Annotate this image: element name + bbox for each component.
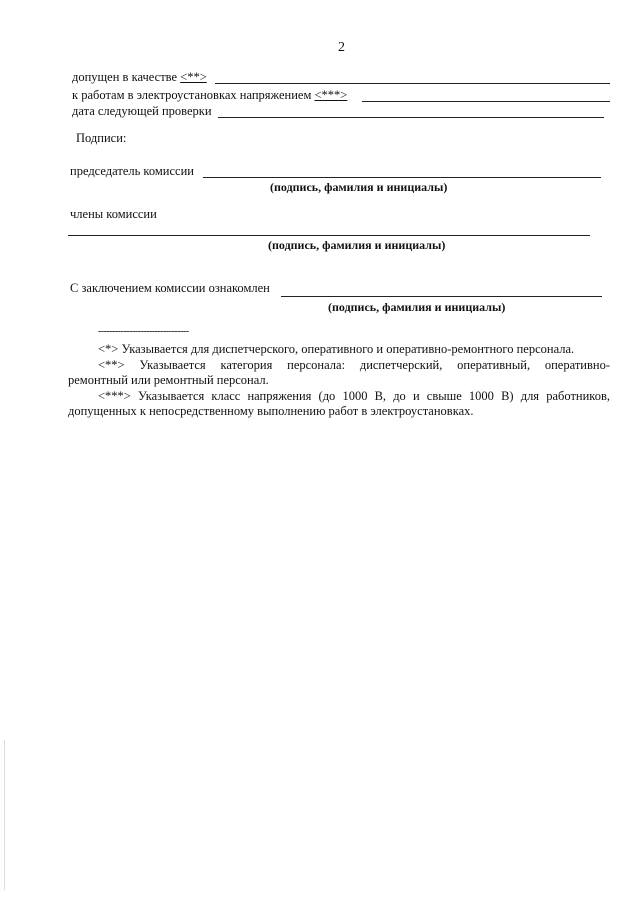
footnote-1: <*> Указывается для диспетчерского, оперативного и оперативно-ремонтного персонала. [98, 342, 575, 356]
members-signature-line[interactable] [68, 235, 590, 236]
acquainted-signature-line[interactable] [281, 296, 602, 297]
footnote-separator: -------------------------------- [98, 326, 189, 337]
footnote-mark-3: <***> [314, 88, 348, 102]
next-check-line[interactable] [218, 117, 604, 118]
members-caption: (подпись, фамилия и инициалы) [268, 238, 446, 252]
admitted-as-line[interactable] [215, 83, 610, 84]
footnote-2-line-2: ремонтный или ремонтный персонал. [68, 373, 269, 387]
footnote-3-line-1: <***> Указывается класс напряжения (до 1000 В, до и свыше 1000 В) для работников, [98, 389, 610, 403]
voltage-label: к работам в электроустановках напряжением <***> [72, 88, 348, 102]
acquainted-label: С заключением комиссии ознакомлен [70, 281, 270, 295]
scan-edge-artifact [4, 740, 5, 890]
voltage-line[interactable] [362, 101, 610, 102]
chairman-label: председатель комиссии [70, 164, 194, 178]
signatures-heading: Подписи: [76, 131, 127, 145]
chairman-caption: (подпись, фамилия и инициалы) [270, 180, 448, 194]
acquainted-caption: (подпись, фамилия и инициалы) [328, 300, 506, 314]
page-number: 2 [338, 40, 345, 55]
footnote-mark-2: <**> [180, 70, 207, 84]
next-check-label: дата следующей проверки [72, 104, 212, 118]
chairman-signature-line[interactable] [203, 177, 601, 178]
footnote-3-line-2: допущенных к непосредственному выполнению работ в электроустановках. [68, 404, 474, 418]
admitted-as-label: допущен в качестве <**> [72, 70, 207, 84]
members-label: члены комиссии [70, 207, 157, 221]
footnote-2-line-1: <**> Указывается категория персонала: диспетчерский, оперативный, оперативно- [98, 358, 610, 372]
